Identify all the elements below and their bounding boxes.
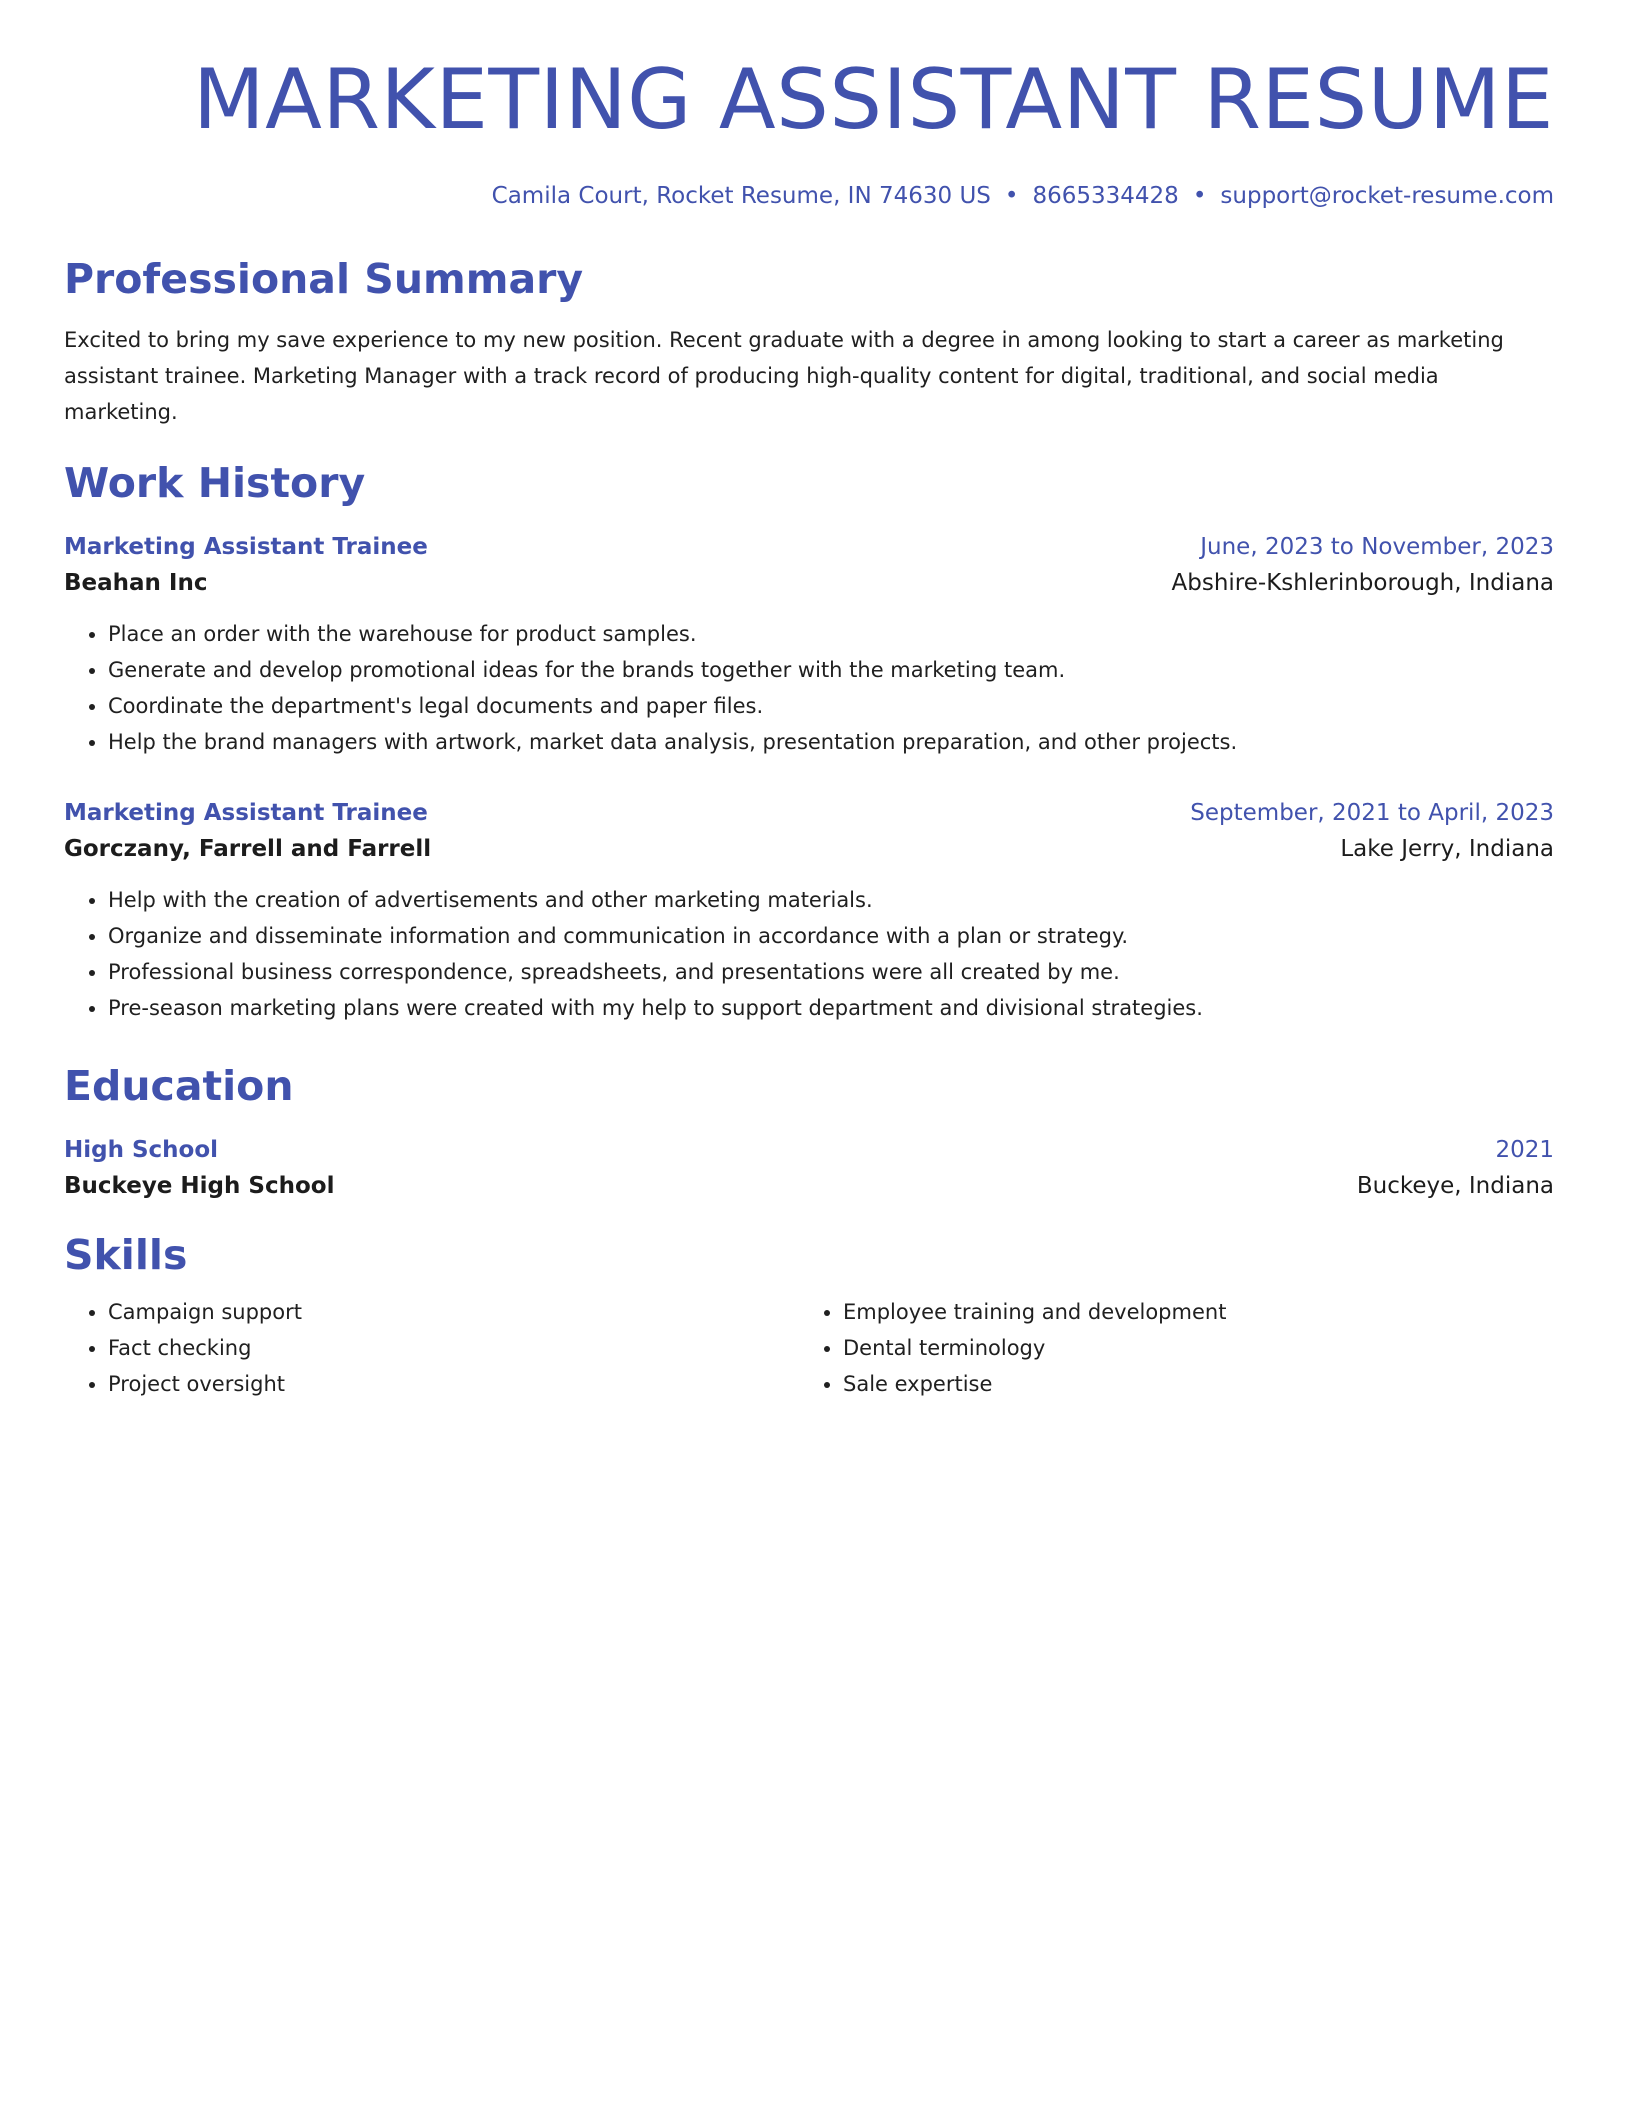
job-title: Marketing Assistant Trainee: [64, 800, 428, 826]
job-location: Lake Jerry, Indiana: [1340, 836, 1554, 862]
education-degree: High School: [64, 1137, 219, 1163]
job-company-row: [64, 570, 1554, 596]
job-duty: • Help with the creation of advertisements and other marketing materials.: [108, 882, 1554, 918]
contact-line: [64, 183, 1554, 209]
skills-heading: Skills: [64, 1231, 188, 1279]
job-location: Abshire-Kshlerinborough, Indiana: [1171, 570, 1554, 596]
job-duty: • Place an order with the warehouse for product samples.: [108, 616, 1554, 652]
contact-address: Camila Court, Rocket Resume, IN 74630 US: [491, 183, 991, 209]
job-header-row: [64, 534, 1554, 560]
job-company: Beahan Inc: [64, 570, 208, 596]
skills-list: [799, 1294, 1534, 1402]
skills-columns: [64, 1294, 1554, 1402]
resume-page: [64, 0, 1554, 1402]
contact-separator: •: [1004, 183, 1019, 209]
skill-item: • Sale expertise: [843, 1366, 1534, 1402]
job-duty: • Help the brand managers with artwork, market data analysis, presentation preparation, and other projects.: [108, 724, 1554, 760]
skill-item: • Campaign support: [108, 1294, 799, 1330]
job-duty: • Coordinate the department's legal documents and paper files.: [108, 688, 1554, 724]
contact-email: support@rocket-resume.com: [1220, 183, 1554, 209]
job-duty: • Professional business correspondence, spreadsheets, and presentations were all created by me.: [108, 954, 1554, 990]
job-entry: [64, 534, 1554, 760]
job-company: Gorczany, Farrell and Farrell: [64, 836, 432, 862]
skills-list: [64, 1294, 799, 1402]
job-duties-list: [64, 882, 1554, 1026]
summary-text: Excited to bring my save experience to my new position. Recent graduate with a degree in among looking to start a career as marketing assistant trainee. Marketing Manager with a track record of producing high-quality content for digital, traditional, and social media marketing.: [64, 328, 1504, 424]
job-title: Marketing Assistant Trainee: [64, 534, 428, 560]
education-location: Buckeye, Indiana: [1356, 1173, 1554, 1199]
education-entry: [64, 1137, 1554, 1199]
summary-heading: Professional Summary: [64, 255, 584, 303]
education-heading: Education: [64, 1062, 294, 1110]
job-header-row: [64, 800, 1554, 826]
education-year: 2021: [1495, 1137, 1554, 1163]
education-header-row: [64, 1137, 1554, 1163]
contact-phone: 8665334428: [1032, 183, 1179, 209]
job-duty: • Organize and disseminate information and communication in accordance with a plan or strategy.: [108, 918, 1554, 954]
skills-column-right: [799, 1294, 1534, 1402]
work-history-heading: Work History: [64, 459, 366, 507]
resume-title: MARKETING ASSISTANT RESUME: [192, 51, 1554, 148]
skill-item: • Dental terminology: [843, 1330, 1534, 1366]
skill-item: • Employee training and development: [843, 1294, 1534, 1330]
job-company-row: [64, 836, 1554, 862]
job-duties-list: [64, 616, 1554, 760]
skill-item: • Project oversight: [108, 1366, 799, 1402]
job-duty: • Generate and develop promotional ideas for the brands together with the marketing team.: [108, 652, 1554, 688]
contact-separator: •: [1192, 183, 1207, 209]
job-dates: June, 2023 to November, 2023: [1200, 534, 1554, 560]
job-duty: • Pre-season marketing plans were created with my help to support department and divisional strategies.: [108, 990, 1554, 1026]
skills-column-left: [64, 1294, 799, 1402]
job-entry: [64, 800, 1554, 1026]
skill-item: • Fact checking: [108, 1330, 799, 1366]
job-dates: September, 2021 to April, 2023: [1190, 800, 1554, 826]
education-school-row: [64, 1173, 1554, 1199]
education-school: Buckeye High School: [64, 1173, 335, 1199]
